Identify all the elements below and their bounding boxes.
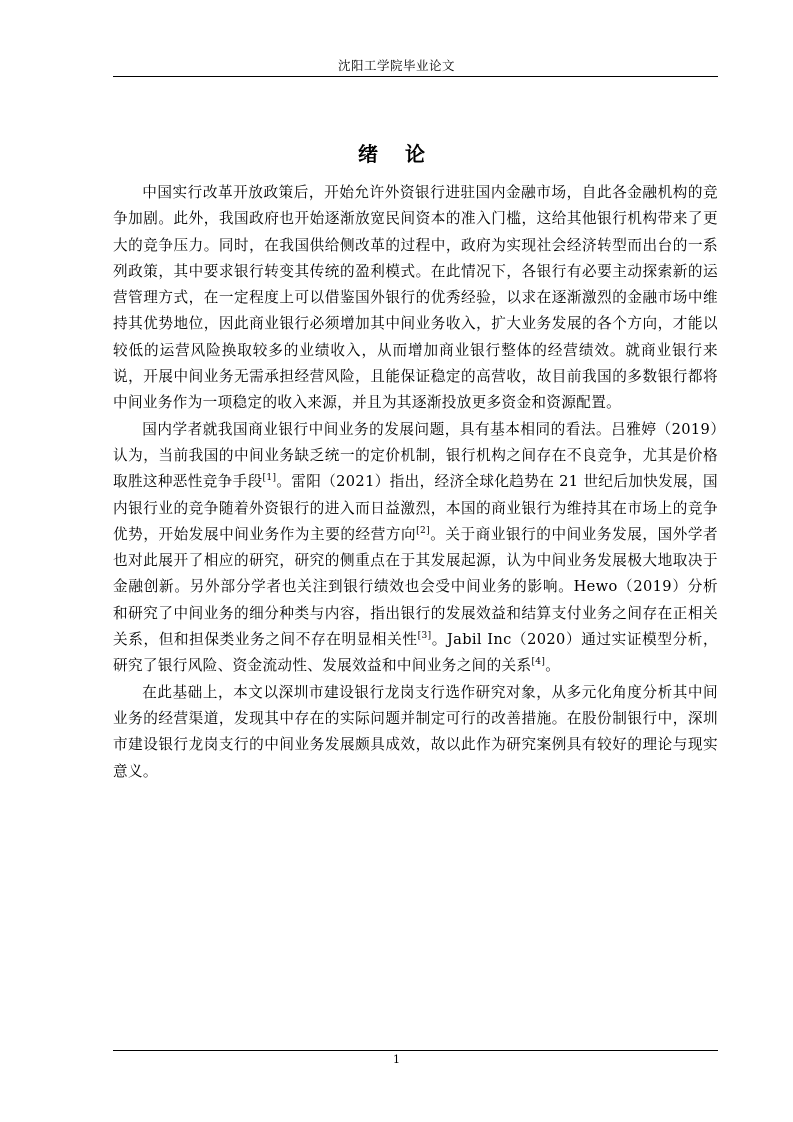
page-header: 沈阳工学院毕业论文 — [337, 58, 455, 73]
citation-ref: [1] — [262, 473, 277, 484]
paragraph-text: 。 — [545, 657, 561, 675]
header-rule — [113, 76, 718, 77]
paragraph-text: 。Jabil Inc（2020）通过实证模型分析，研究了银行风险、资金流动性、发展效益和中间业务之间的关系 — [113, 631, 718, 675]
footer-rule — [113, 1050, 718, 1051]
paragraph — [113, 680, 718, 785]
paragraph-text: 国内学者就我国商业银行中间业务的发展问题，具有基本相同的看法。吕雅婷（2019）认为，当前我国的中间业务缺乏统一的定价机制，银行机构之间存在不良竞争，尤其是价格取胜这种恶性竞争手段 — [113, 420, 718, 491]
paragraph — [113, 417, 718, 680]
paragraph-text: 。雷阳（2021）指出，经济全球化趋势在 21 世纪后加快发展，国内银行业的竞争随着外资银行的进入而日益激烈，本国的商业银行为维持其在市场上的竞争优势，开始发展中间业务作为主要的经营方向 — [113, 473, 718, 543]
paragraph-text: 在此基础上，本文以深圳市建设银行龙岗支行选作研究对象，从多元化角度分析其中间业务的经营渠道，发现其中存在的实际问题并制定可行的改善措施。在股份制银行中，深圳市建设银行龙岗支行的中间业务发展颇具成效，故以此作为研究案例具有较好的理论与现实意义。 — [113, 683, 718, 780]
citation-ref: [2] — [416, 526, 430, 536]
citation-ref: [3] — [417, 631, 432, 642]
chapter-title: 绪 论 — [358, 142, 435, 166]
paragraph — [113, 180, 718, 417]
body-text — [113, 180, 718, 785]
paragraph-text: 中国实行改革开放政策后，开始允许外资银行进驻国内金融市场，自此各金融机构的竞争加剧。此外，我国政府也开始逐渐放宽民间资本的准入门槛，这给其他银行机构带来了更大的竞争压力。同时，在我国供给侧改革的过程中，政府为实现社会经济转型而出台的一系列政策，其中要求银行转变其传统的盈利模式。在此情况下，各银行有必要主动探索新的运营管理方式，在一定程度上可以借鉴国外银行的优秀经验，以求在逐渐激烈的金融市场中维持其优势地位，因此商业银行必须增加其中间业务收入，扩大业务发展的各个方向，才能以较低的运营风险换取较多的业绩收入，从而增加商业银行整体的经营绩效。就商业银行来说，开展中间业务无需承担经营风险，且能保证稳定的高营收，故目前我国的多数银行都将中间业务作为一项稳定的收入来源，并且为其逐渐投放更多资金和资源配置。 — [113, 184, 718, 412]
paragraph-text: 。关于商业银行的中间业务发展，国外学者也对此展开了相应的研究，研究的侧重点在于其发展起源，认为中间业务发展极大地取决于金融创新。另外部分学者也关注到银行绩效也会受中间业务的影响。Hewo（2019）分析和研究了中间业务的细分种类与内容，指出银行的发展效益和结算支付业务之间存在正相关关系，但和担保类业务之间不存在明显相关性 — [113, 525, 718, 649]
page-number: 1 — [393, 1053, 400, 1066]
citation-ref: [4] — [531, 657, 546, 668]
